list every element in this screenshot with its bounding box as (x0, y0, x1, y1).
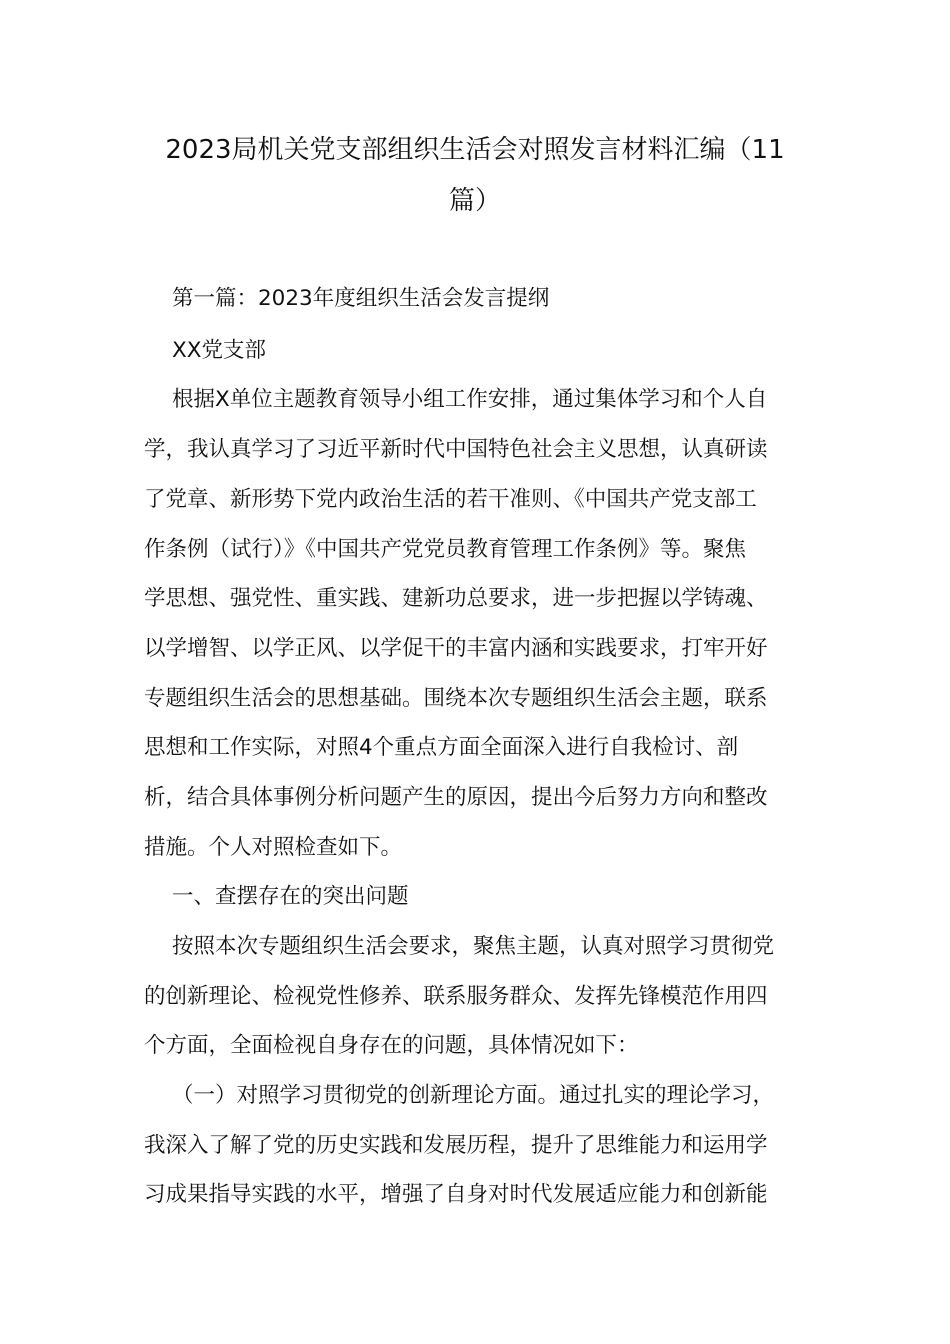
paragraph-line: 以学增智、以学正风、以学促干的丰富内涵和实践要求，打牢开好 (144, 636, 768, 661)
section-heading: 一、查摆存在的突出问题 (172, 884, 409, 909)
paragraph-line: 学思想、强党性、重实践、建新功总要求，进一步把握以学铸魂、 (144, 586, 768, 611)
paragraph-line: 按照本次专题组织生活会要求，聚焦主题，认真对照学习贯彻党 (172, 934, 775, 959)
paragraph-line: 思想和工作实际，对照4个重点方面全面深入进行自我检讨、剖 (144, 735, 739, 760)
paragraph-line: 专题组织生活会的思想基础。围绕本次专题组织生活会主题，联系 (144, 686, 768, 711)
paragraph-line: 措施。个人对照检查如下。 (144, 835, 403, 860)
paragraph-line: 学，我认真学习了习近平新时代中国特色社会主义思想，认真研读 (144, 437, 768, 462)
paragraph-line: 习成果指导实践的水平，增强了自身对时代发展适应能力和创新能 (144, 1182, 768, 1207)
paragraph-line: （一）对照学习贯彻党的创新理论方面。通过扎实的理论学习， (172, 1083, 775, 1108)
paragraph-line: 根据X单位主题教育领导小组工作安排，通过集体学习和个人自 (172, 387, 768, 412)
paragraph-line: 析，结合具体事例分析问题产生的原因，提出今后努力方向和整改 (144, 785, 768, 810)
document-title-line-2: 篇） (448, 186, 501, 216)
document-title-line-1: 2023局机关党支部组织生活会对照发言材料汇编（11 (165, 135, 785, 165)
paragraph-line: 了党章、新形势下党内政治生活的若干准则、《中国共产党支部工 (144, 487, 757, 512)
paragraph-line: 的创新理论、检视党性修养、联系服务群众、发挥先锋模范作用四 (144, 984, 768, 1009)
paragraph-line: 个方面，全面检视自身存在的问题，具体情况如下： (144, 1033, 639, 1058)
paragraph-line: 作条例（试行）》《中国共产党党员教育管理工作条例》等。聚焦 (144, 537, 747, 562)
paragraph-line: 我深入了解了党的历史实践和发展历程，提升了思维能力和运用学 (144, 1133, 768, 1158)
organization-name: XX党支部 (172, 338, 266, 363)
chapter-heading: 第一篇：2023年度组织生活会发言提纲 (172, 286, 550, 311)
